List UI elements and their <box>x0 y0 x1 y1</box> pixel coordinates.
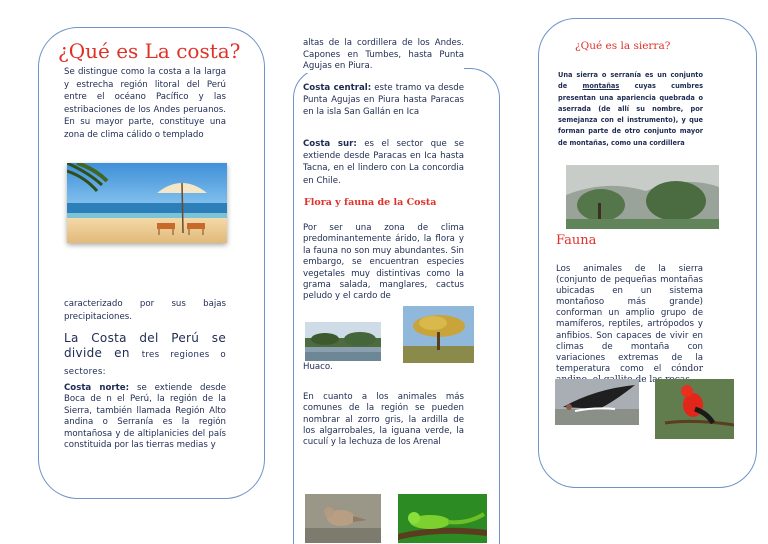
costa-central-label: Costa central: <box>303 83 372 93</box>
animals-text: En cuanto a los animales más comunes de la región se pueden nombrar al zorro gris, la ardilla de los algarrobales, la iguana verde, la cuculí y la lechuza de los Arenal <box>303 392 464 448</box>
costa-intro: Se distingue como la costa a la larga y estrecha región litoral del Perú entre el océano Pacífico y las estribaciones de los Andes peruanos. En su mayor parte, constituye una zona de clima cálido o templado <box>64 67 226 140</box>
divide-text-large: La Costa del Perú se divide en <box>64 331 226 360</box>
sierra-def-start: Una sierra o serranía es un conjunto de <box>558 71 703 91</box>
costa-intro-continued: caracterizado por sus bajas precipitaciones. <box>64 299 226 322</box>
fauna-text-main: Los animales de la sierra (conjunto de pequeñas montañas ubicadas en un sistema montañoso más grande) conforman un amplio grupo de mamíferos, reptiles, artrópodos y anfibios. Son capaces de vivir en climas de montaña con variaciones extremas de la temperatura como el <box>556 264 703 374</box>
costa-central <box>303 82 464 119</box>
sierra-landscape-image <box>566 165 719 229</box>
fauna-text <box>556 264 703 386</box>
gallito-de-las-rocas-image <box>655 379 734 439</box>
huaco-tree-image <box>403 306 474 363</box>
costa-norte <box>64 383 226 451</box>
panel2-top-text: altas de la cordillera de los Andes. Capones en Tumbes, hasta Punta Agujas en Piura. <box>303 38 464 72</box>
condor-image <box>555 379 639 425</box>
costa-norte-label: Costa norte: <box>64 383 130 393</box>
title-que-es-la-sierra: ¿Qué es la sierra? <box>575 40 671 52</box>
montanas-link[interactable]: montañas <box>582 82 620 91</box>
costa-sur <box>303 138 464 187</box>
iguana-image <box>398 494 487 543</box>
fauna-text-serif: cóndor de <box>635 363 704 385</box>
costa-norte-text: se extiende desde Boca de n el Perú, la región de la Sierra, también llamada Región Alto andina o Serranía es la región montañosa y de altiplanicies del país constituida por las tierras medias y <box>64 383 226 451</box>
mangrove-image <box>305 322 381 361</box>
title-que-es-la-costa: ¿Qué es La costa? <box>58 39 241 63</box>
flora-text: Por ser una zona de clima predominantemente árido, la flora y la fauna no son muy abundantes. Sin embargo, se encuentran especies vegetales muy distintivas como la grama salada, manglares, cactus peludo y el cardo de <box>303 223 464 302</box>
costa-central-text: este tramo va desde Punta Agujas en Piura hasta Paracas en la isla San Gallán en Ica <box>303 83 465 118</box>
divide-text-small: tres regiones o sectores: <box>64 350 226 377</box>
sierra-definition <box>558 70 703 149</box>
fauna-title: Fauna <box>556 233 597 248</box>
costa-sur-text: es el sector que se extiende desde Paracas en Ica hasta Tacna, en el lindero con La concordia en Chile. <box>303 139 464 186</box>
costa-sur-label: Costa sur: <box>303 139 357 149</box>
flora-fauna-title: Flora y fauna de la Costa <box>304 197 437 208</box>
huaco-label: Huaco. <box>303 362 333 372</box>
dove-image <box>305 494 381 543</box>
sierra-def-end: cuyas cumbres presentan una apariencia quebrada o aserrada (de allí su nombre, por semejanza con el instrumento), y que forman parte de otro conjunto mayor de montañas, como una cordillera <box>558 82 704 147</box>
beach-image <box>67 163 227 243</box>
divide-heading <box>64 331 226 380</box>
